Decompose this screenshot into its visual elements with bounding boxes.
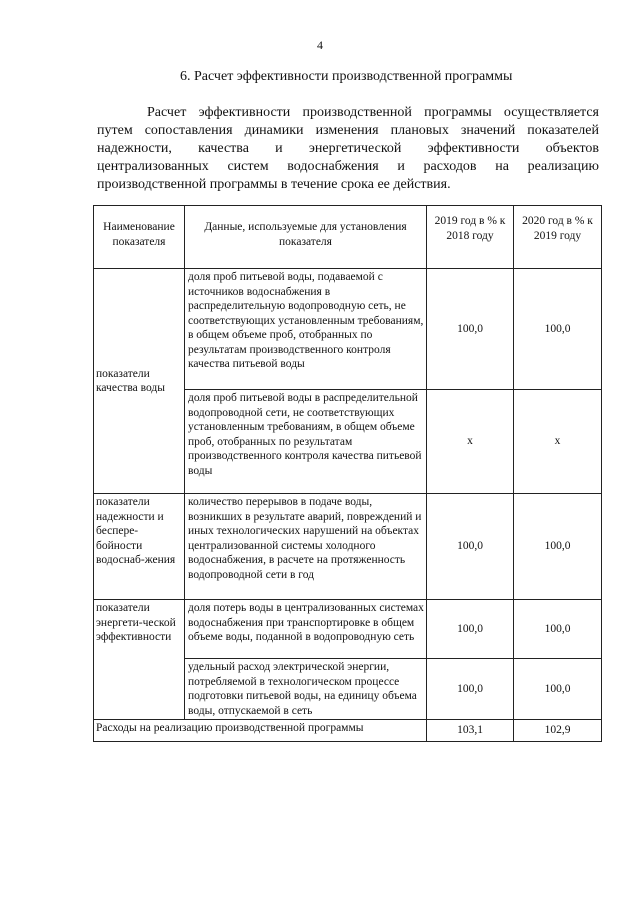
- value-2019: 100,0: [427, 269, 514, 390]
- efficiency-table: [93, 205, 602, 742]
- group-reliability: показатели надежности и беспере-бойности водоснаб-жения: [94, 494, 185, 600]
- header-2020: 2020 год в % к 2019 году: [514, 206, 602, 269]
- page-number: 4: [317, 38, 323, 52]
- total-2020: 102,9: [514, 720, 602, 742]
- table-row: [94, 494, 602, 600]
- table-total-row: [94, 720, 602, 742]
- value-2020: х: [514, 390, 602, 494]
- intro-paragraph: Расчет эффективности производственной программы осуществляется путем сопоставления динамики изменения плановых значений показателей надежности, качества и энергетической эффективности объектов централизованных систем водоснабжения и расходов на реализацию производственной программы в течение срока ее действия.: [97, 105, 599, 192]
- indicator-text: доля потерь воды в централизованных системах водоснабжения при транспортировке в общем объеме воды, поданной в водопроводную сеть: [185, 600, 427, 659]
- value-2019: х: [427, 390, 514, 494]
- value-2020: 100,0: [514, 269, 602, 390]
- value-2019: 100,0: [427, 494, 514, 600]
- header-data: Данные, используемые для установления показателя: [185, 206, 427, 269]
- table-row: [94, 269, 602, 390]
- table-row: [94, 600, 602, 659]
- value-2020: 100,0: [514, 600, 602, 659]
- section-title: 6. Расчет эффективности производственной программы: [180, 69, 513, 84]
- total-2019: 103,1: [427, 720, 514, 742]
- total-label: Расходы на реализацию производственной программы: [94, 720, 427, 742]
- value-2020: 100,0: [514, 494, 602, 600]
- header-2019: 2019 год в % к 2018 году: [427, 206, 514, 269]
- indicator-text: количество перерывов в подаче воды, возникших в результате аварий, повреждений и иных технологических нарушений на объектах централизованной системы холодного водоснабжения, в расчете на протяженность водопроводной сети в год: [185, 494, 427, 600]
- indicator-text: удельный расход электрической энергии, потребляемой в технологическом процессе подготовки питьевой воды, на единицу объема воды, отпускаемой в сеть: [185, 659, 427, 720]
- value-2019: 100,0: [427, 659, 514, 720]
- group-energy: показатели энергети-ческой эффективности: [94, 600, 185, 720]
- value-2020: 100,0: [514, 659, 602, 720]
- indicator-text: доля проб питьевой воды, подаваемой с источников водоснабжения в распределительную водопроводную сеть, не соответствующих установленным требованиям, в общем объеме проб, отобранных по результатам производственного контроля качества питьевой воды: [185, 269, 427, 390]
- table-header-row: [94, 206, 602, 269]
- value-2019: 100,0: [427, 600, 514, 659]
- group-quality: показатели качества воды: [94, 269, 185, 494]
- indicator-text: доля проб питьевой воды в распределительной водопроводной сети, не соответствующих установленным требованиям, в общем объеме проб, отобранных по результатам производственного контроля качества питьевой воды: [185, 390, 427, 494]
- header-name: Наименование показателя: [94, 206, 185, 269]
